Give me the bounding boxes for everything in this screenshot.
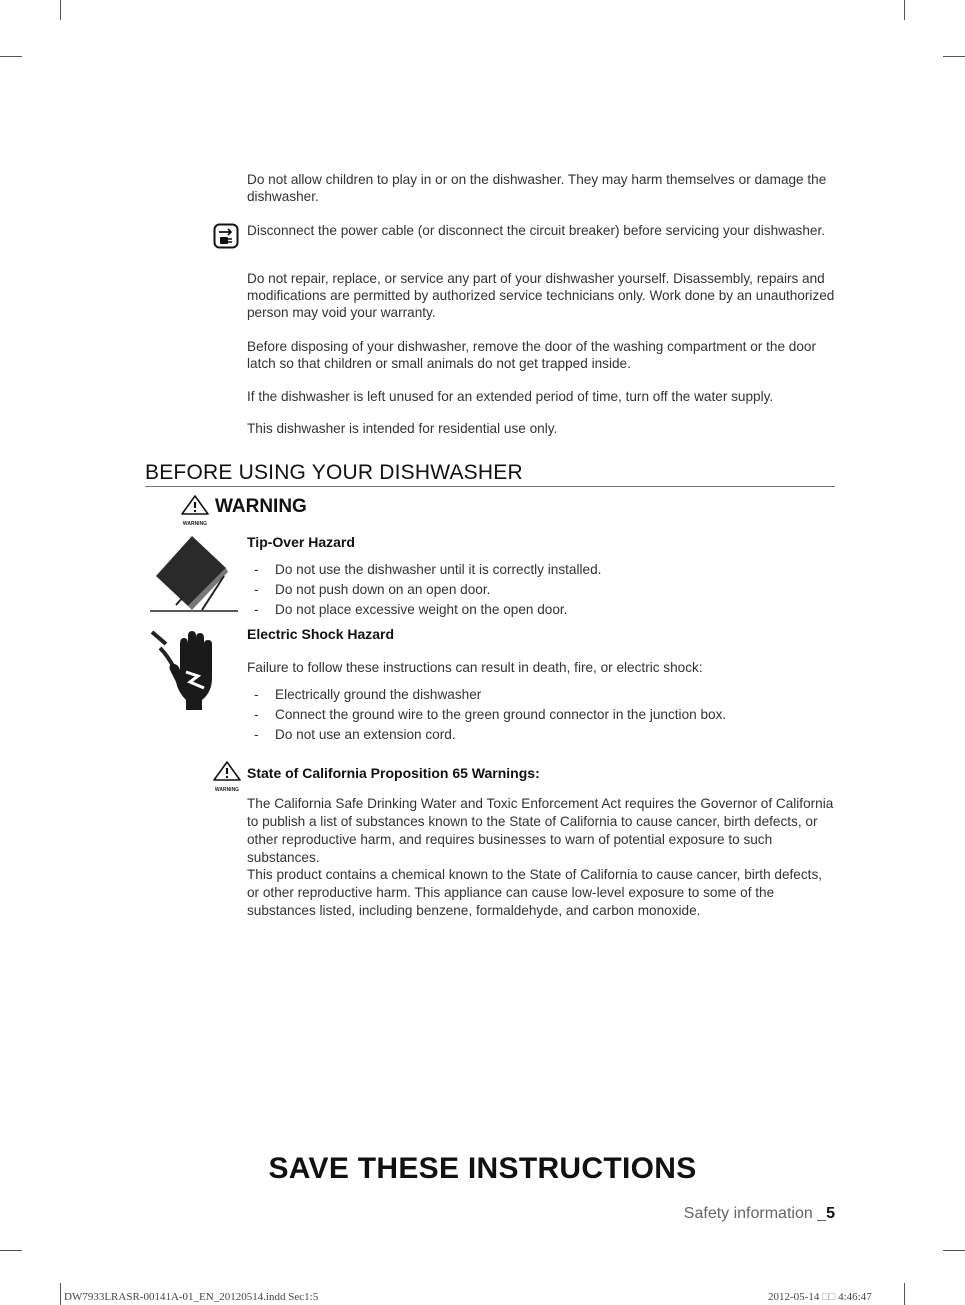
warning-icon-caption: WARNING: [182, 521, 208, 527]
prop65-paragraph-1: The California Safe Drinking Water and Toxic Enforcement Act requires the Governor of California to publish a list of substances known to the State of California to cause cancer, birth defects, or other reproductive harm, and requires businesses to warn of potential exposure to such substances.: [247, 796, 834, 865]
footer-section-name: Safety information: [683, 1205, 813, 1222]
crop-mark-right-bottom: [943, 1250, 965, 1251]
footer-separator: _: [812, 1205, 827, 1222]
electric-shock-heading: Electric Shock Hazard: [247, 626, 395, 642]
safety-paragraph-disconnect: Disconnect the power cable (or disconnect the circuit breaker) before servicing your dishwasher.: [247, 223, 826, 238]
electric-shock-bullet-text: Electrically ground the dishwasher: [275, 687, 482, 702]
crop-mark-top-right: [904, 0, 905, 20]
tip-over-bullet: - Do not use the dishwasher until it is correctly installed.: [254, 562, 602, 577]
crop-mark-right-top: [943, 56, 965, 57]
tip-over-bullet: - Do not push down on an open door.: [254, 582, 491, 597]
tip-over-bullet-text: Do not place excessive weight on the open door.: [275, 602, 568, 617]
print-slug-time: 4:46:47: [838, 1291, 872, 1303]
prop65-icon-caption: WARNING: [214, 787, 240, 793]
safety-paragraph-repair: Do not repair, replace, or service any part of your dishwasher yourself. Disassembly, repairs and modifications are permitted by authorized service technicians only. Work done by an unauthorized person may void your warranty.: [247, 271, 835, 320]
print-slug-date: 2012-05-14: [768, 1291, 820, 1303]
crop-mark-top-left: [60, 0, 61, 20]
tip-over-bullet: - Do not place excessive weight on the open door.: [254, 602, 568, 617]
page-footer: [600, 1205, 835, 1223]
section-divider: [145, 486, 835, 487]
electric-shock-bullet: - Electrically ground the dishwasher: [254, 687, 482, 702]
warning-triangle-icon: [180, 494, 210, 526]
prop65-paragraph-2: This product contains a chemical known to the State of California to cause cancer, birth defects, or other reproductive harm. This appliance can cause low-level exposure to some of the substances listed, including benzene, formaldehyde, and carbon monoxide.: [247, 867, 823, 918]
electric-shock-bullet-text: Connect the ground wire to the green ground connector in the junction box.: [275, 707, 727, 722]
tip-over-hazard-icon: [148, 532, 240, 614]
crop-mark-left-bottom: [0, 1250, 22, 1251]
crop-mark-bottom-left: [60, 1283, 61, 1305]
print-slug-file: DW7933LRASR-00141A-01_EN_20120514.indd Sec1:5: [64, 1291, 319, 1303]
safety-paragraph-disposal: Before disposing of your dishwasher, remove the door of the washing compartment or the door latch so that children or small animals do not get trapped inside.: [247, 339, 816, 371]
electric-shock-hand-icon: [150, 628, 226, 712]
crop-mark-bottom-right: [904, 1283, 905, 1305]
print-slug-timestamp: [768, 1291, 872, 1303]
print-slug-garbled: □□: [822, 1291, 836, 1303]
safety-paragraph-children: Do not allow children to play in or on the dishwasher. They may harm themselves or damage the dishwasher.: [247, 172, 827, 204]
electric-shock-bullet-text: Do not use an extension cord.: [275, 727, 456, 742]
electric-shock-bullet: - Do not use an extension cord.: [254, 727, 456, 742]
electric-shock-intro: Failure to follow these instructions can result in death, fire, or electric shock:: [247, 660, 703, 675]
warning-label: WARNING: [215, 496, 307, 517]
tip-over-heading: Tip-Over Hazard: [247, 534, 355, 550]
tip-over-bullet-text: Do not use the dishwasher until it is correctly installed.: [275, 562, 602, 577]
prop65-heading: State of California Proposition 65 Warnings:: [247, 765, 540, 781]
safety-paragraph-residential: This dishwasher is intended for residential use only.: [247, 421, 558, 436]
unplug-icon: [213, 223, 239, 249]
electric-shock-bullet: - Connect the ground wire to the green ground connector in the junction box.: [254, 707, 727, 722]
safety-paragraph-water-supply: If the dishwasher is left unused for an extended period of time, turn off the water supply.: [247, 389, 774, 404]
section-title: BEFORE USING YOUR DISHWASHER: [145, 461, 523, 484]
page-number: 5: [826, 1205, 835, 1222]
crop-mark-left-top: [0, 56, 22, 57]
save-instructions-heading: SAVE THESE INSTRUCTIONS: [268, 1152, 697, 1185]
prop65-warning-icon: [212, 760, 242, 792]
tip-over-bullet-text: Do not push down on an open door.: [275, 582, 491, 597]
